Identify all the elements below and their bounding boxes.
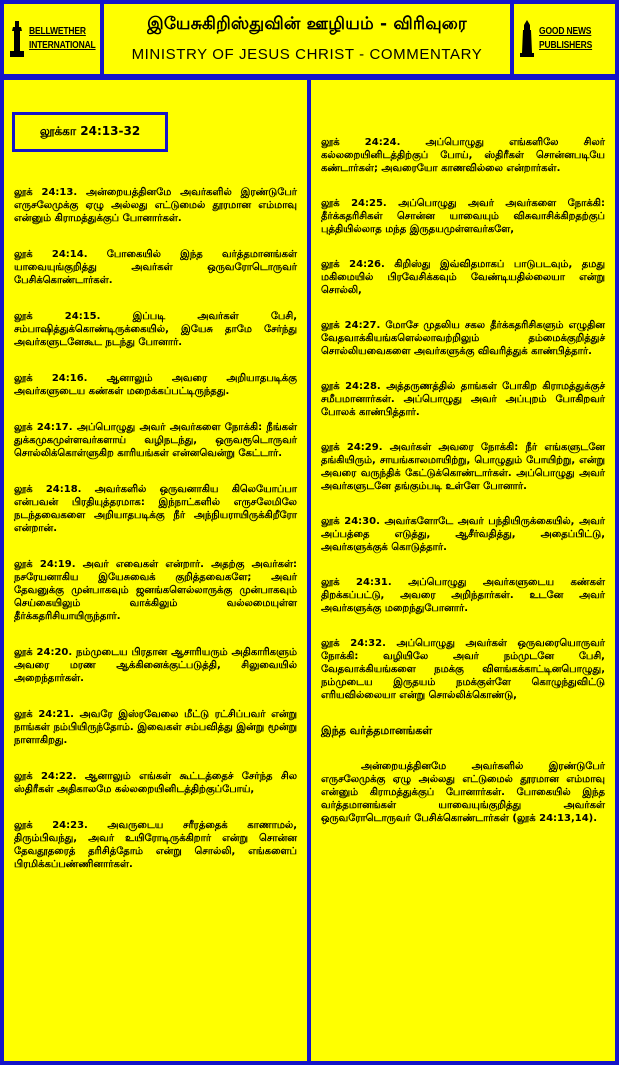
verse-paragraph: லூக் 24:20. நம்முடைய பிரதான ஆசாரியரும் அதிகாரிகளும் அவரை மரண ஆக்கினைக்குட்படுத்தி, சிலுவையில் அறைந்தார்கள். xyxy=(14,647,297,684)
bellwether-logo xyxy=(4,4,100,74)
verse-paragraph: லூக் 24:19. அவர் எவைகள் என்றார். அதற்கு அவர்கள்: நசரேயனாகிய இயேசுவைக் குறித்தவைகளே; அவர் தேவனுக்கு முன்பாகவும் ஜனங்களெல்லாருக்கு முன்பாகவும் செய்கையிலும் வாக்கிலும் வல்லமையுள்ள தீர்க்கதரிசியாயிருந்தார். xyxy=(14,559,297,622)
scripture-reference: லூக்கா 24:13-32 xyxy=(12,112,168,152)
verse-paragraph: லூக் 24:30. அவர்களோடே அவர் பந்தியிருக்கையில், அவர் அப்பத்தை எடுத்து, ஆசீர்வதித்து, அதைப்பிட்டு, அவர்களுக்குக் கொடுத்தார். xyxy=(321,516,605,553)
verse-paragraph: லூக் 24:21. அவரே இஸ்ரவேலை மீட்டு ரட்சிப்பவர் என்று நாங்கள் நம்பியிருந்தோம். இவைகள் சம்பவித்து இன்று மூன்று நாளாகிறது. xyxy=(14,709,297,746)
verse-paragraph: லூக் 24:14. போகையில் இந்த வர்த்தமானங்கள் யாவையுங்குறித்து அவர்கள் ஒருவரோடொருவர் பேசிக்கொண்டார்கள். xyxy=(14,249,297,286)
lighthouse-icon xyxy=(518,19,536,59)
summary-paragraph: அன்றையத்தினமே அவர்களில் இரண்டுபேர் எருசலேமுக்கு ஏழு அல்லது எட்டுமைல் தூரமான எம்மாவு என்னும் கிராமத்துக்குப் போனார்கள். போகையில் இந்த வர்த்தமானங்கள் யாவையுங்குறித்து அவர்கள் ஒருவரோடொருவர் பேசிக்கொண்டார்கள் (லூக் 24:13,14). xyxy=(321,761,605,824)
logo-right-line1: GOOD NEWS xyxy=(539,26,592,37)
right-verse-list xyxy=(321,136,605,825)
verse-paragraph: லூக் 24:29. அவர்கள் அவரை நோக்கி: நீர் எங்களுடனே தங்கியிரும், சாயங்காலமாயிற்று, பொழுதும் போயிற்று, என்று அவரை வருந்திக் கேட்டுக்கொண்டார்கள். அப்பொழுது அவர் அவர்களுடனே தங்கும்படி உள்ளே போனார். xyxy=(321,442,605,492)
verse-paragraph: லூக் 24:32. அப்பொழுது அவர்கள் ஒருவரையொருவர் நோக்கி: வழியிலே அவர் நம்முடனே பேசி, வேதவாக்கியங்களை நமக்கு விளங்கக்காட்டினபொழுது, நம்முடைய இருதயம் நமக்குள்ளே கொழுந்துவிட்டு எரியவில்லையா என்று சொல்லிக்கொண்டு, xyxy=(321,638,605,701)
section-heading: இந்த வர்த்தமானங்கள் xyxy=(321,724,433,737)
verse-paragraph: லூக் 24:23. அவருடைய சரீரத்தைக் காணாமல், திரும்பிவந்து, அவர் உயிரோடிருக்கிறார் என்று சொன்ன தேவதூதரைத் தரிசித்தோம் என்று சொல்லி, எங்களைப் பிரமிக்கப்பண்ணினார்கள். xyxy=(14,820,297,870)
verse-paragraph: லூக் 24:25. அப்பொழுது அவர் அவர்களை நோக்கி: தீர்க்கதரிசிகள் சொன்ன யாவையும் விசுவாசிக்கிறதற்குப் புத்தியில்லாத மந்த இருதயமுள்ளவர்களே, xyxy=(321,198,605,235)
tower-icon xyxy=(8,19,26,59)
title-english: MINISTRY OF JESUS CHRIST - COMMENTARY xyxy=(131,46,483,63)
left-column xyxy=(4,80,307,1061)
verse-paragraph: லூக் 24:16. ஆனாலும் அவரை அறியாதபடிக்கு அவர்களுடைய கண்கள் மறைக்கப்பட்டிருந்தது. xyxy=(14,373,297,397)
verse-paragraph: லூக் 24:22. ஆனாலும் எங்கள் கூட்டத்தைச் சேர்ந்த சில ஸ்திரீகள் அதிகாலமே கல்லறையினிடத்திற்குப்போய், xyxy=(14,771,297,795)
right-column xyxy=(311,80,615,1061)
verse-paragraph: லூக் 24:31. அப்பொழுது அவர்களுடைய கண்கள் திறக்கப்பட்டு, அவரை அறிந்தார்கள். உடனே அவர் அவர்களுக்கு மறைந்துபோனார். xyxy=(321,577,605,614)
left-verse-list xyxy=(14,186,297,894)
verse-paragraph: லூக் 24:28. அத்தருணத்தில் தாங்கள் போகிற கிராமத்துக்குச் சமீபமானார்கள். அப்பொழுது அவர் அப்புறம் போகிறவர் போலக் காண்பித்தார். xyxy=(321,381,605,418)
verse-paragraph: லூக் 24:26. கிறிஸ்து இவ்விதமாகப் பாடுபடவும், தமது மகிமையில் பிரவேசிக்கவும் வேண்டியதில்லையா என்று சொல்லி, xyxy=(321,259,605,296)
verse-paragraph: லூக் 24:24. அப்பொழுது எங்களிலே சிலர் கல்லறையினிடத்திற்குப் போய், ஸ்திரீகள் சொன்னபடியே கண்டார்கள்; அவரையோ காணவில்லை என்றார்கள். xyxy=(321,137,605,174)
good-news-logo xyxy=(514,4,615,74)
page-title xyxy=(104,4,510,74)
logo-left-line2: INTERNATIONAL xyxy=(29,40,96,51)
verse-paragraph: லூக் 24:15. இப்படி அவர்கள் பேசி, சம்பாஷித்துக்கொண்டிருக்கையில், இயேசு தாமே சேர்ந்து அவர்களுடனேகூட நடந்து போனார். xyxy=(14,311,297,348)
verse-paragraph: லூக் 24:13. அன்றையத்தினமே அவர்களில் இரண்டுபேர் எருசலேமுக்கு ஏழு அல்லது எட்டுமைல் தூரமான எம்மாவு என்னும் கிராமத்துக்குப் போனார்கள். xyxy=(14,187,297,224)
verse-paragraph: லூக் 24:17. அப்பொழுது அவர் அவர்களை நோக்கி: நீங்கள் துக்கமுகமுள்ளவர்களாய் வழிநடந்து, ஒருவரூடொருவர் சொல்லிக்கொள்ளுகிற காரியங்கள் என்னவென்று கேட்டார். xyxy=(14,422,297,459)
title-tamil: இயேசுகிறிஸ்துவின் ஊழியம் - விரிவுரை xyxy=(147,14,467,34)
verse-paragraph: லூக் 24:27. மோசே முதலிய சகல தீர்க்கதரிசிகளும் எழுதின வேதவாக்கியங்களெல்லாவற்றிலும் தம்மைக்குறித்துச் சொல்லியவைகளை அவர்களுக்கு விவரித்துக் காண்பித்தார். xyxy=(321,320,605,357)
logo-right-line2: PUBLISHERS xyxy=(539,40,593,51)
verse-paragraph: லூக் 24:18. அவர்களில் ஒருவனாகிய கிலெயோப்பா என்பவன் பிரதியுத்தரமாக: இந்நாட்களில் எருசலேமிலே நடந்தவைகளை அறியாதபடிக்கு நீர் அந்நியராயிருக்கிறீரோ என்றான். xyxy=(14,484,297,534)
logo-left-line1: BELLWETHER xyxy=(29,26,86,37)
